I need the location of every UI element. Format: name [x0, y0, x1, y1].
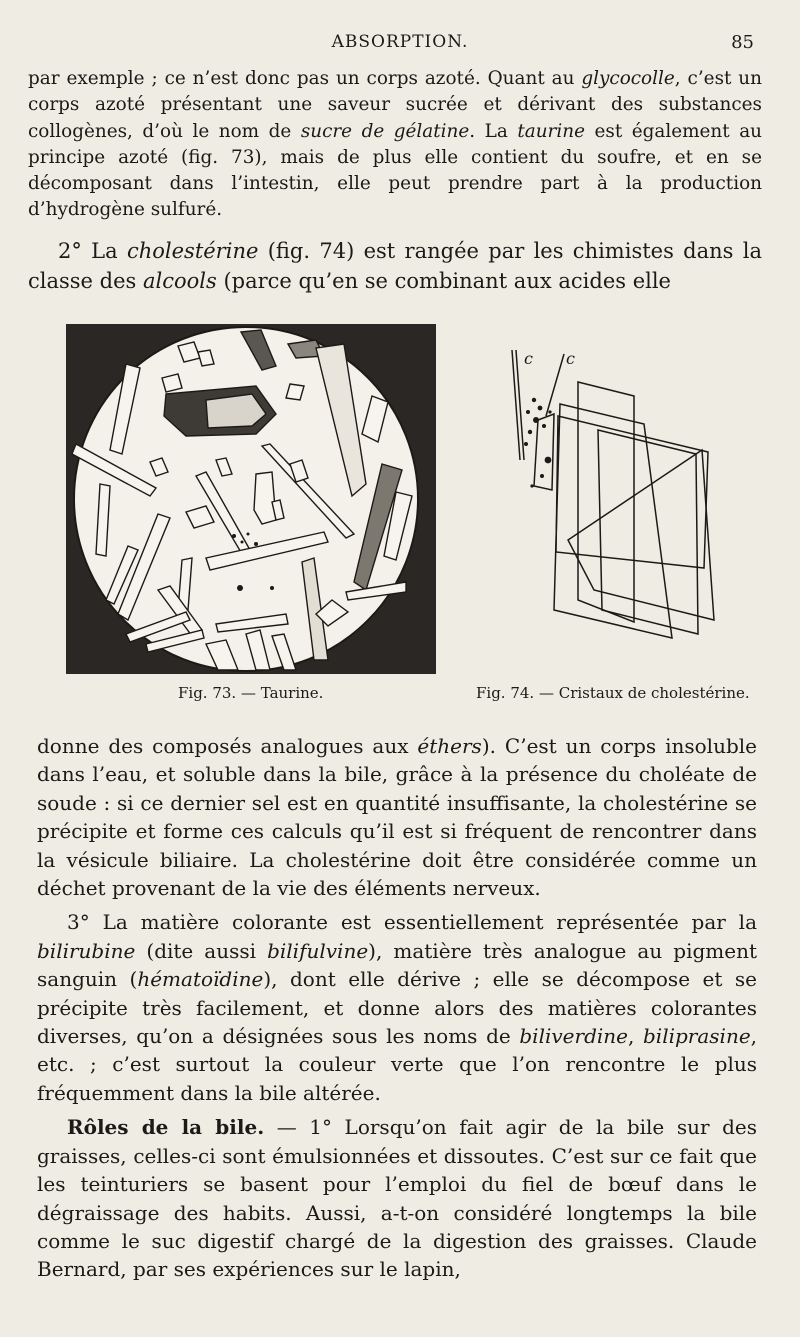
text-run: par exemple ; ce n’est donc pas un corps azoté. Quant au	[28, 68, 582, 89]
page-number: 85	[731, 32, 754, 53]
figure-74-label-c-left: c	[524, 349, 533, 368]
text-run: (parce qu’en se combinant aux acides elle	[216, 269, 671, 293]
text-run: ). C’est un corps insoluble dans l’eau, et soluble dans la bile, grâce à la présence du choléate de soude : si ce dernier sel est en quantité insuffisante, la cholestérine se précipite et forme ces calculs qu’il est si fréquent de rencontrer dans la vésicule biliaire. La cholestérine doit être considérée comme un déchet provenant de la vie des éléments nerveux.	[37, 734, 757, 901]
running-header	[0, 32, 800, 58]
text-run: (fig. 74) est rangée par les chimistes dans la classe des	[28, 239, 762, 293]
text-run: ,	[627, 1024, 643, 1049]
paragraph-cholesterine-continued	[37, 732, 757, 902]
text-run: . La	[469, 120, 518, 142]
term-glycocolle: glycocolle	[581, 68, 675, 89]
text-run: ), dont elle dérive ; elle se décompose et se précipite très facilement, et donne alors des matières colorantes diverses, qu’on a désignées sous les noms de	[37, 967, 757, 1049]
text-run: (dite aussi	[135, 938, 268, 963]
text-run: , etc. ; c’est surtout la couleur verte que l’on rencontre le plus fréquemment dans la bile altérée.	[37, 1024, 758, 1105]
text-run: 3° La matière colorante est essentiellement représentée par la	[67, 910, 757, 935]
text-run: donne des composés analogues aux	[37, 734, 418, 758]
term-bilirubine: bilirubine	[37, 938, 136, 963]
paragraph-matiere-colorante	[37, 908, 757, 1107]
term-biliprasine: biliprasine	[643, 1024, 751, 1049]
figure-74-cholesterine-illustration	[498, 340, 730, 652]
term-cholesterine: cholestérine	[126, 239, 259, 263]
figure-73-taurine-illustration	[66, 324, 436, 674]
section-heading-roles: Rôles de la bile.	[67, 1115, 265, 1140]
term-alcools: alcools	[142, 269, 217, 293]
body-lower	[37, 732, 757, 1284]
running-title: ABSORPTION.	[331, 32, 469, 52]
figure-74-label-c-right: c	[566, 349, 575, 368]
term-ethers: éthers	[417, 734, 482, 758]
term-bilifulvine: bilifulvine	[267, 938, 369, 963]
figure-74-caption: Fig. 74. — Cristaux de cholestérine.	[476, 684, 750, 702]
paragraph-taurine	[28, 66, 762, 224]
term-biliverdine: biliverdine	[519, 1024, 628, 1049]
term-hematoidine: hématoïdine	[137, 967, 264, 992]
text-run: 2° La	[58, 239, 127, 263]
text-run: , c’est un corps azoté présentant une saveur sucrée et dérivant des substances collogènes, d’où le nom de	[28, 68, 762, 142]
term-taurine: taurine	[517, 120, 585, 142]
figure-73-caption: Fig. 73. — Taurine.	[178, 684, 324, 702]
term-sucre-de-gelatine: sucre de gélatine	[300, 120, 470, 142]
paragraph-roles-de-la-bile	[37, 1113, 757, 1283]
text-run: ), matière très analogue au pigment sanguin (	[37, 938, 757, 992]
paragraph-cholesterine	[28, 236, 762, 296]
text-run: est également au principe azoté (fig. 73), mais de plus elle contient du soufre, et en se décomposant dans l’intestin, elle peut prendre part à la production d’hydrogène sulfuré.	[28, 120, 763, 221]
text-run: — 1° Lorsqu’on fait agir de la bile sur des graisses, celles-ci sont émulsionnées et dissoutes. C’est sur ce fait que les teinturiers se basent pour l’emploi du fiel de bœuf dans le dégraissage des habits. Aussi, a-t-on considéré longtemps la bile comme le suc digestif chargé de la digestion des graisses. Claude Bernard, par ses expériences sur le lapin,	[37, 1115, 757, 1282]
